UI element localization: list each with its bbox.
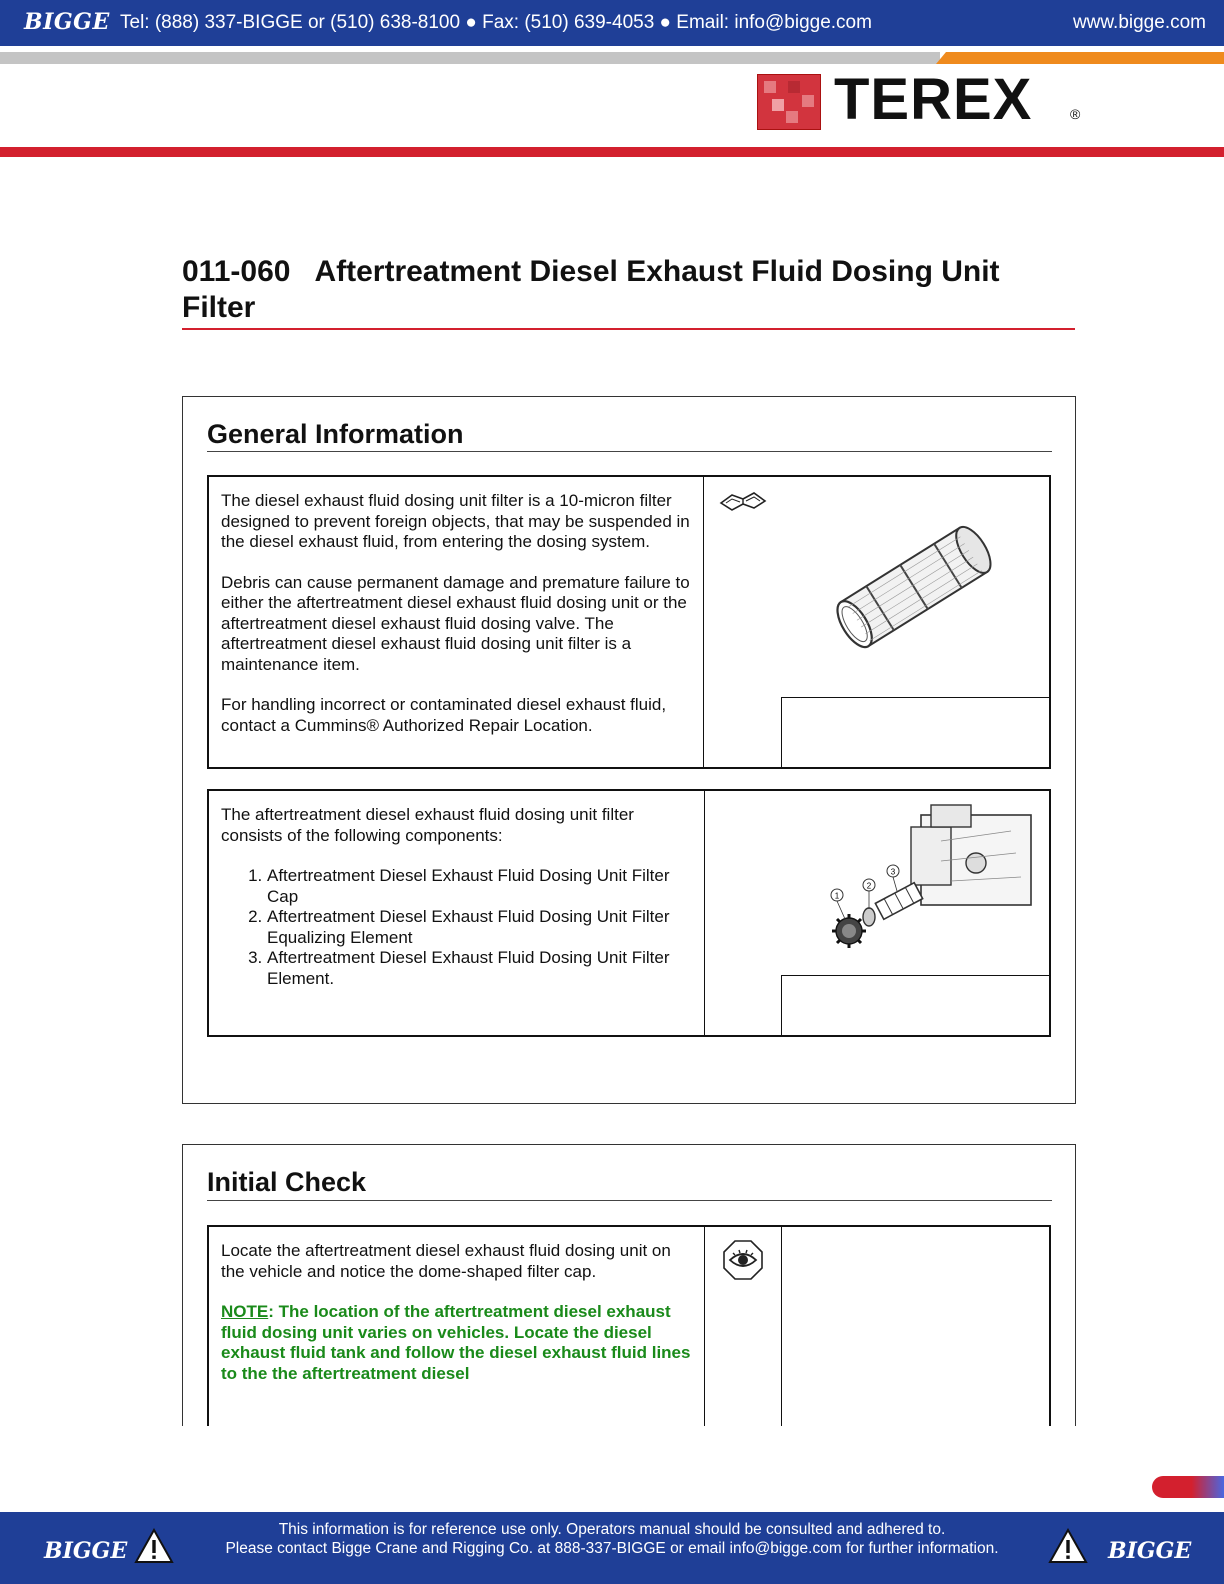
footer-disclaimer <box>180 1520 1044 1558</box>
row-image-cell <box>781 1227 1049 1426</box>
paragraph: For handling incorrect or contaminated diesel exhaust fluid, contact a Cummins® Authorized Repair Location. <box>221 695 667 735</box>
list-item: 2. Aftertreatment Diesel Exhaust Fluid Dosing Unit Filter Equalizing Element <box>267 907 692 948</box>
dosing-unit-exploded-illustration <box>781 791 1047 975</box>
note-label: NOTE <box>221 1302 269 1321</box>
row-image-cell <box>781 791 1049 1035</box>
row-icon-cell <box>704 477 782 767</box>
row-image-cell <box>781 477 1049 767</box>
row-icon-cell <box>705 1227 782 1426</box>
callout-2: 2 <box>866 881 872 891</box>
registered-mark: ® <box>1070 106 1081 122</box>
section-heading: Initial Check <box>207 1167 367 1197</box>
row-text <box>209 1227 705 1426</box>
title-underline <box>182 328 1075 330</box>
initial-check-section-clip <box>182 1144 1076 1426</box>
warning-icon <box>134 1528 174 1564</box>
section-number: 011-060 <box>182 255 291 288</box>
book-icon <box>718 489 768 513</box>
terex-wordmark: TEREX <box>834 67 1033 132</box>
initial-check-section <box>182 1144 1076 1426</box>
heading-rule <box>207 451 1052 452</box>
callout-1: 1 <box>834 891 840 901</box>
terex-logo-mark-icon <box>757 74 821 130</box>
contact-info: Tel: (888) 337-BIGGE or (510) 638-8100 ● Fax: (510) 639-4053 ● Email: info@bigge.com <box>120 12 872 33</box>
paragraph: Debris can cause permanent damage and premature failure to either the aftertreatment diesel exhaust fluid dosing unit or the aftertreatment diesel exhaust fluid dosing valve. The aftertreatment diesel exhaust fluid dosing unit filter is a maintenance item. <box>221 572 690 674</box>
note <box>221 1302 692 1384</box>
orange-stripe <box>936 52 1224 64</box>
info-row-2 <box>207 789 1051 1037</box>
row-icon-cell <box>705 791 782 1035</box>
top-contact-bar <box>0 0 1224 46</box>
heading-rule <box>207 1200 1052 1201</box>
footer-bigge-logo-left: BIGGE <box>44 1538 128 1564</box>
page-title <box>182 254 1062 326</box>
note-text: : The location of the aftertreatment diesel exhaust fluid dosing unit varies on vehicles. Locate the diesel exhaust fluid tank and follow the diesel exhaust fluid lines to the the aftertreatment diesel <box>221 1302 691 1383</box>
footer-bigge-logo-right: BIGGE <box>1108 1538 1192 1564</box>
section-heading: General Information <box>207 419 464 449</box>
title-text: Aftertreatment Diesel Exhaust Fluid Dosing Unit Filter <box>182 255 1000 324</box>
filter-element-image <box>781 477 1049 698</box>
paragraph: The aftertreatment diesel exhaust fluid dosing unit filter consists of the following components: <box>221 805 634 845</box>
disclaimer-line-2: Please contact Bigge Crane and Rigging Co. at 888-337-BIGGE or email info@bigge.com for further information. <box>225 1540 999 1557</box>
header-red-bar <box>0 147 1224 157</box>
disclaimer-line-1: This information is for reference use only. Operators manual should be consulted and adhered to. <box>278 1521 946 1538</box>
bigge-logo: BIGGE <box>24 9 110 35</box>
row-text <box>209 791 705 1035</box>
row-text <box>209 477 704 767</box>
list-item: 1. Aftertreatment Diesel Exhaust Fluid Dosing Unit Filter Cap <box>267 866 692 907</box>
website-link[interactable]: www.bigge.com <box>1072 12 1206 33</box>
dosing-unit-image <box>781 791 1049 976</box>
info-row-1 <box>207 475 1051 769</box>
footer-bar <box>0 1512 1224 1584</box>
callout-3: 3 <box>890 867 896 877</box>
component-list <box>221 866 692 989</box>
paragraph: The diesel exhaust fluid dosing unit filter is a 10-micron filter designed to prevent foreign objects, that may be suspended in the diesel exhaust fluid, from entering the dosing system. <box>221 491 690 551</box>
warning-icon <box>1048 1528 1088 1564</box>
check-row-1 <box>207 1225 1051 1426</box>
paragraph: Locate the aftertreatment diesel exhaust fluid dosing unit on the vehicle and notice the dome-shaped filter cap. <box>221 1241 671 1281</box>
eye-icon <box>722 1239 764 1281</box>
gray-stripe <box>0 52 940 64</box>
general-information-section <box>182 396 1076 1104</box>
decorative-pill <box>1152 1476 1224 1498</box>
list-item: 3. Aftertreatment Diesel Exhaust Fluid Dosing Unit Filter Element. <box>267 948 692 989</box>
filter-element-illustration <box>781 477 1047 697</box>
